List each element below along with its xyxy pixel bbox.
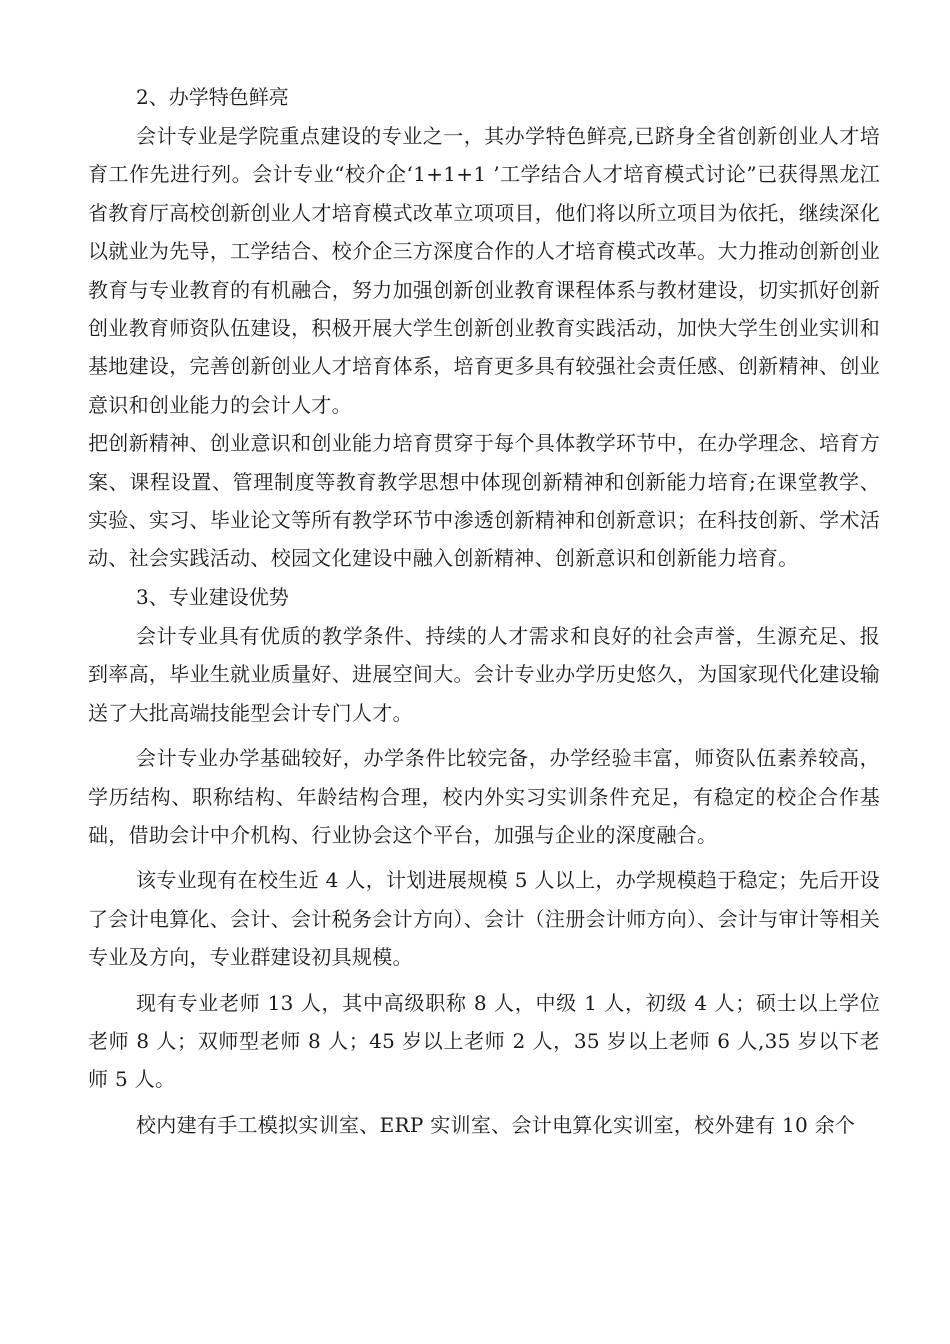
section-heading-2: 2、办学特色鲜亮: [136, 85, 289, 109]
document-page: [88, 78, 880, 1144]
paragraph: 会计专业具有优质的教学条件、持续的人才需求和良好的社会声誉，生源充足、报到率高，毕业生就业质量好、进展空间大。会计专业办学历史悠久，为国家现代化建设输送了大批高端技能型会计专门人才。: [88, 623, 880, 725]
paragraph: 该专业现有在校生近 4 人，计划进展规模 5 人以上，办学规模趋于稳定；先后开设了会计电算化、会计、会计税务会计方向）、会计（注册会计师方向）、会计与审计等相关专业及方向，专业群建设初具规模。: [88, 868, 880, 970]
paragraph: 会计专业办学基础较好，办学条件比较完备，办学经验丰富，师资队伍素养较高，学历结构、职称结构、年龄结构合理，校内外实习实训条件充足，有稳定的校企合作基础，借助会计中介机构、行业协会这个平台，加强与企业的深度融合。: [88, 746, 880, 847]
paragraph: 校内建有手工模拟实训室、ERP 实训室、会计电算化实训室，校外建有 10 余个: [136, 1112, 856, 1137]
paragraph: 现有专业老师 13 人，其中高级职称 8 人，中级 1 人，初级 4 人；硕士以上学位老师 8 人；双师型老师 8 人；45 岁以上老师 2 人，35 岁以上老师 6 人,35 岁以下老师 5 人。: [88, 990, 880, 1092]
paragraph: 把创新精神、创业意识和创业能力培育贯穿于每个具体教学环节中，在办学理念、培育方案、课程设置、管理制度等教育教学思想中体现创新精神和创新能力培育;在课堂教学、实验、实习、毕业论文等所有教学环节中渗透创新精神和创新意识；在科技创新、学术活动、社会实践活动、校园文化建设中融入创新精神、创新意识和创新能力培育。: [88, 431, 880, 571]
section-heading-3: 3、专业建设优势: [136, 584, 289, 609]
paragraph: 会计专业是学院重点建设的专业之一，其办学特色鲜亮,已跻身全省创新创业人才培育工作先进行列。会计专业“校介企‘1+1+1 ’工学结合人才培育模式讨论”已获得黑龙江省教育厅高校创新创业人才培育模式改革立项项目，他们将以所立项目为依托，继续深化以就业为先导，工学结合、校介企三方深度合作的人才培育模式改革。大力推动创新创业教育与专业教育的有机融合，努力加强创新创业教育课程体系与教材建设，切实抓好创新创业教育师资队伍建设，积极开展大学生创新创业教育实践活动，加快大学生创业实训和基地建设，完善创新创业人才培育体系，培育更多具有较强社会责任感、创新精神、创业意识和创业能力的会计人才。: [88, 124, 880, 417]
